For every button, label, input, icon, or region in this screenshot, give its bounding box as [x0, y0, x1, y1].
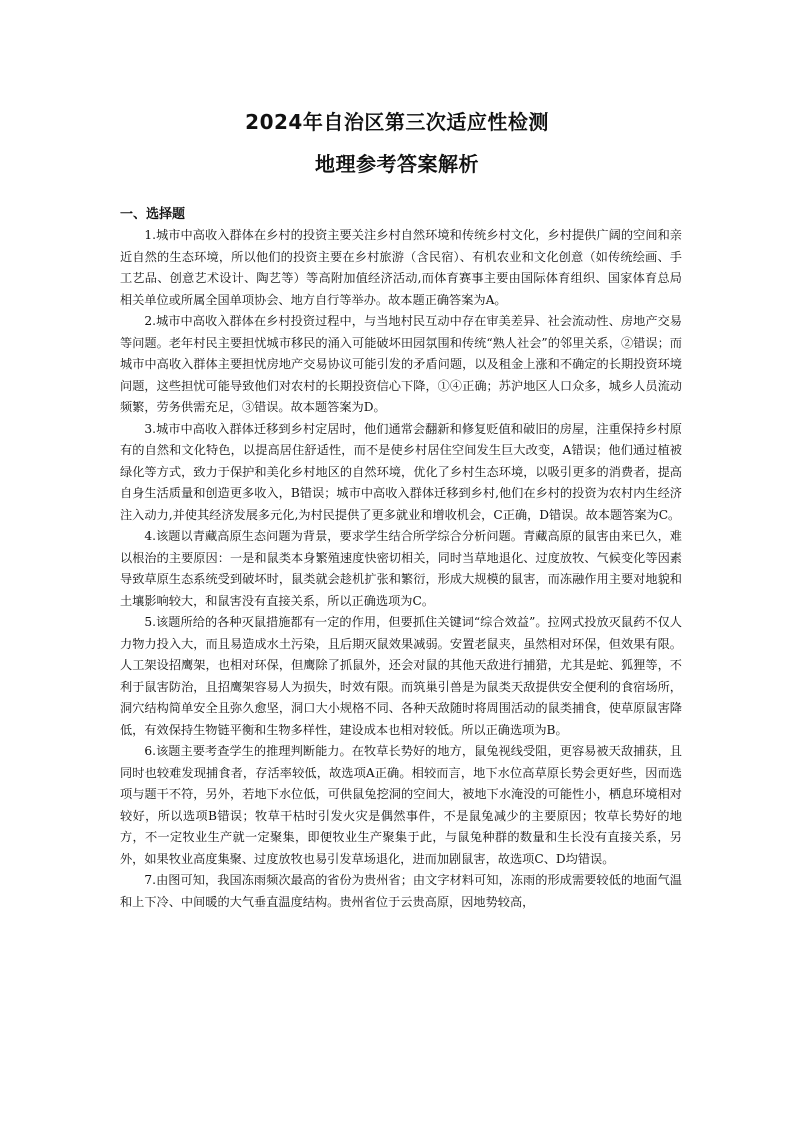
explanation-q1: 1.城市中高收入群体在乡村的投资主要关注乡村自然环境和传统乡村文化，乡村提供广阔的空间和亲近自然的生态环境，所以他们的投资主要在乡村旅游（含民宿）、有机农业和文化创意（如传统绘画、手工艺品、创意艺术设计、陶艺等）等高附加值经济活动,而体育赛事主要由国际体育组织、国家体育总局相关单位或所属全国单项协会、地方自行等举办。故本题正确答案为A。	[120, 228, 682, 307]
explanation-q6: 6.该题主要考查学生的推理判断能力。在牧草长势好的地方，鼠兔视线受阻，更容易被天敌捕获，且同时也较难发现捕食者，存活率较低，故选项A正确。相较而言，地下水位高草原长势会更好些，因而选项与题干不符，另外，若地下水位低，可供鼠兔挖洞的空间大，被地下水淹没的可能性小，栖息环境相对较好，所以选项B错误；牧草干枯时引发火灾是偶然事件，不是鼠兔减少的主要原因；牧草长势好的地方，不一定牧业生产就一定聚集，即便牧业生产聚集于此，与鼠兔种群的数量和生长没有直接关系，另外，如果牧业高度集聚、过度放牧也易引发草场退化，进而加剧鼠害，故选项C、D均错误。	[120, 744, 682, 866]
section-heading-choice-questions: 一、选择题	[120, 207, 186, 222]
explanation-q5: 5.该题所给的各种灭鼠措施都有一定的作用，但要抓住关键词“综合效益”。拉网式投放灭鼠药不仅人力物力投入大，而且易造成水土污染，且后期灭鼠效果减弱。安置老鼠夹，虽然相对环保，但效果有限。人工架设招鹰架，也相对环保，但鹰除了抓鼠外，还会对鼠的其他天敌进行捕猎，尤其是蛇、狐狸等，不利于鼠害防治，且招鹰架容易人为损失，时效有限。而筑巢引兽是为鼠类天敌提供安全便利的食宿场所，洞穴结构简单安全且弥久愈坚，洞口大小规格不同、各种天敌随时将周围活动的鼠类捕食，使草原鼠害降低，有效保持生物链平衡和生物多样性，建设成本也相对较低。所以正确选项为B。	[120, 615, 682, 737]
document-title: 2024年自治区第三次适应性检测	[245, 110, 549, 134]
explanation-q2: 2.城市中高收入群体在乡村投资过程中，与当地村民互动中存在审美差异、社会流动性、房地产交易等问题。老年村民主要担忧城市移民的涌入可能破坏田园氛围和传统“熟人社会”的邻里关系，②错误；而城市中高收入群体主要担忧房地产交易协议可能引发的矛盾问题，以及租金上涨和不确定的长期投资环境问题，这些担忧可能导致他们对农村的长期投资信心下降，①④正确；苏沪地区人口众多，城乡人员流动频繁，劳务供需充足，③错误。故本题答案为D。	[120, 314, 682, 414]
explanation-q7: 7.由图可知，我国冻雨频次最高的省份为贵州省；由文字材料可知，冻雨的形成需要较低的地面气温和上下冷、中间暖的大气垂直温度结构。贵州省位于云贵高原，因地势较高，	[120, 873, 682, 909]
answer-explanations	[120, 225, 682, 913]
explanation-q3: 3.城市中高收入群体迁移到乡村定居时，他们通常会翻新和修复贬值和破旧的房屋，注重保持乡村原有的自然和文化特色，以提高居住舒适性，而不是使乡村居住空间发生巨大改变，A错误；他们通过植被绿化等方式，致力于保护和美化乡村地区的自然环境，优化了乡村生态环境，以吸引更多的消费者，提高自身生活质量和创造更多收入，B错误；城市中高收入群体迁移到乡村,他们在乡村的投资为农村内生经济注入动力,并使其经济发展多元化,为村民提供了更多就业和增收机会，C正确，D错误。故本题答案为C。	[120, 421, 682, 522]
explanation-q4: 4.该题以青藏高原生态问题为背景，要求学生结合所学综合分析问题。青藏高原的鼠害由来已久，难以根治的主要原因：一是和鼠类本身繁殖速度快密切相关，同时当草地退化、过度放牧、气候变化等因素导致草原生态系统受到破坏时，鼠类就会趁机扩张和繁衍，形成大规模的鼠害，而冻融作用主要对地貌和土壤影响较大，和鼠害没有直接关系，所以正确选项为C。	[120, 529, 682, 608]
document-subtitle: 地理参考答案解析	[315, 152, 479, 176]
